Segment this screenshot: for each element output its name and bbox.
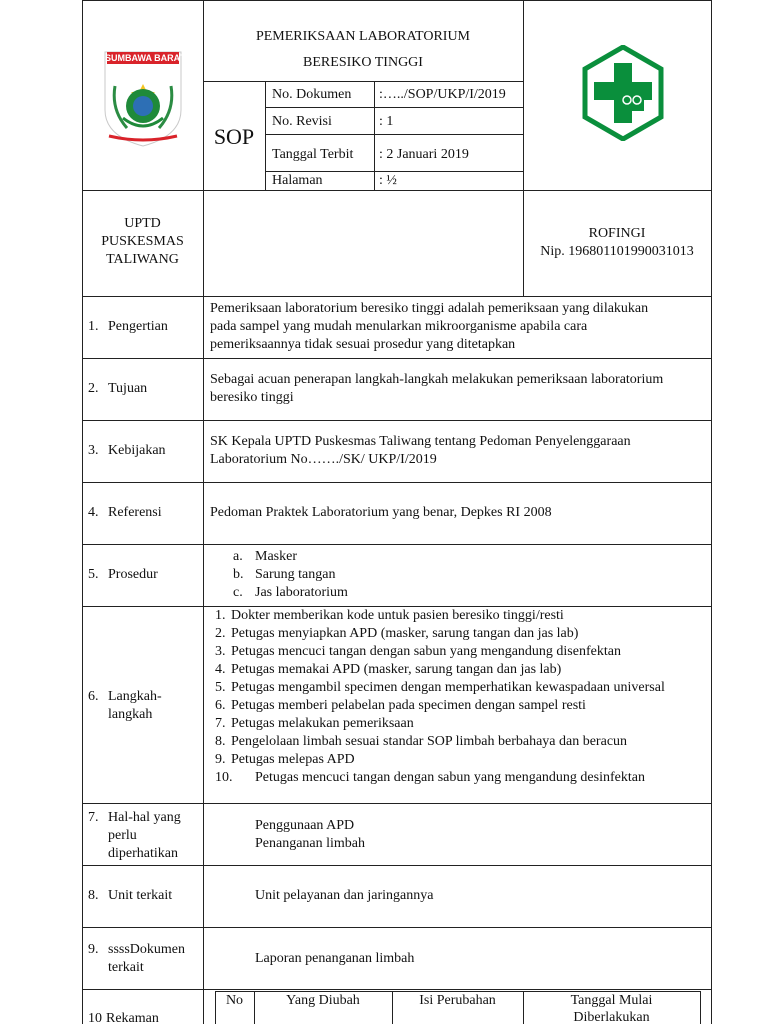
section-label: Kebijakan bbox=[108, 443, 166, 458]
section-label: Pengertian bbox=[108, 319, 168, 334]
step-marker: 10. bbox=[215, 770, 233, 785]
doc-title-line2: BERESIKO TINGGI bbox=[303, 55, 423, 70]
step-text: Petugas menyiapkan APD (masker, sarung tangan dan jas lab) bbox=[231, 626, 579, 641]
section-label: Langkah- bbox=[108, 689, 162, 704]
section-text: Penggunaan APD bbox=[255, 818, 355, 833]
section-label: Rekaman bbox=[106, 1011, 159, 1026]
step-marker: 6. bbox=[215, 698, 226, 713]
section-number: 6. bbox=[88, 689, 99, 704]
signer-name: ROFINGI bbox=[588, 226, 646, 241]
list-item: Sarung tangan bbox=[255, 567, 336, 582]
section-text: SK Kepala UPTD Puskesmas Taliwang tentang Pedoman Penyelenggaraan bbox=[210, 434, 631, 449]
section-label: langkah bbox=[108, 707, 153, 722]
section-label: perlu bbox=[108, 828, 137, 843]
step-marker: 5. bbox=[215, 680, 226, 695]
meta-label: Halaman bbox=[272, 173, 323, 188]
meta-label: Tanggal Terbit bbox=[272, 147, 354, 162]
section-label: Hal-hal yang bbox=[108, 810, 181, 825]
step-marker: 3. bbox=[215, 644, 226, 659]
section-number: 2. bbox=[88, 381, 99, 396]
section-text: pemeriksaannya tidak sesuai prosedur yang ditetapkan bbox=[210, 337, 516, 352]
org-line: PUSKESMAS bbox=[101, 234, 184, 249]
step-marker: 8. bbox=[215, 734, 226, 749]
step-text: Petugas memakai APD (masker, sarung tangan dan jas lab) bbox=[231, 662, 562, 677]
section-label: Tujuan bbox=[108, 381, 148, 396]
meta-label: No. Revisi bbox=[272, 114, 332, 129]
step-text: Petugas mencuci tangan dengan sabun yang mengandung desinfektan bbox=[255, 770, 645, 785]
section-label: Prosedur bbox=[108, 567, 158, 582]
table-header: Diberlakukan bbox=[573, 1010, 650, 1025]
step-text: Dokter memberikan kode untuk pasien beresiko tinggi/resti bbox=[231, 608, 564, 623]
signer-nip: Nip. 196801101990031013 bbox=[540, 244, 694, 259]
list-item: Masker bbox=[255, 549, 297, 564]
list-marker: b. bbox=[233, 567, 244, 582]
section-number: 8. bbox=[88, 888, 99, 903]
step-marker: 9. bbox=[215, 752, 226, 767]
section-text: Unit pelayanan dan jaringannya bbox=[255, 888, 434, 903]
section-number: 3. bbox=[88, 443, 99, 458]
step-text: Petugas mencuci tangan dengan sabun yang mengandung disenfektan bbox=[231, 644, 621, 659]
step-text: Petugas melepas APD bbox=[231, 752, 355, 767]
section-number: 9. bbox=[88, 942, 99, 957]
puskesmas-logo bbox=[582, 45, 664, 141]
section-number: 7. bbox=[88, 810, 99, 825]
sumbawa-barat-logo bbox=[103, 48, 183, 148]
section-number: 5. bbox=[88, 567, 99, 582]
section-label: terkait bbox=[108, 960, 144, 975]
section-label: ssssDokumen bbox=[108, 942, 186, 957]
step-marker: 1. bbox=[215, 608, 226, 623]
section-label: diperhatikan bbox=[108, 846, 178, 861]
step-text: Pengelolaan limbah sesuai standar SOP limbah berbahaya dan beracun bbox=[231, 734, 628, 749]
list-marker: a. bbox=[233, 549, 243, 564]
step-marker: 2. bbox=[215, 626, 226, 641]
table-header: Isi Perubahan bbox=[419, 993, 496, 1008]
doc-title-line1: PEMERIKSAAN LABORATORIUM bbox=[255, 29, 471, 44]
section-text: Penanganan limbah bbox=[255, 836, 366, 851]
section-number: 4. bbox=[88, 505, 99, 520]
meta-value: : 2 Januari 2019 bbox=[379, 147, 469, 162]
table-header: No bbox=[225, 993, 244, 1008]
step-marker: 7. bbox=[215, 716, 226, 731]
meta-label: No. Dokumen bbox=[272, 87, 352, 102]
section-number: 1. bbox=[88, 319, 99, 334]
org-line: TALIWANG bbox=[106, 252, 179, 267]
step-text: Petugas mengambil specimen dengan memperhatikan kewaspadaan universal bbox=[231, 680, 665, 695]
meta-value: : ½ bbox=[379, 173, 397, 188]
section-label: Unit terkait bbox=[108, 888, 173, 903]
step-marker: 4. bbox=[215, 662, 226, 677]
section-text: Pemeriksaan laboratorium beresiko tinggi adalah pemeriksaan yang dilakukan bbox=[210, 301, 649, 316]
table-header: Tanggal Mulai bbox=[570, 993, 653, 1008]
step-text: Petugas memberi pelabelan pada specimen dengan sampel resti bbox=[231, 698, 586, 713]
section-text: Laporan penanganan limbah bbox=[255, 951, 415, 966]
section-text: pada sampel yang mudah menularkan mikroorganisme apabila cara bbox=[210, 319, 588, 334]
section-label: Referensi bbox=[108, 505, 162, 520]
meta-value: :…../SOP/UKP/I/2019 bbox=[379, 87, 506, 102]
section-number: 10 bbox=[88, 1011, 102, 1026]
step-text: Petugas melakukan pemeriksaan bbox=[231, 716, 414, 731]
org-line: UPTD bbox=[124, 216, 161, 231]
list-item: Jas laboratorium bbox=[255, 585, 348, 600]
sop-label: SOP bbox=[213, 124, 255, 149]
meta-value: : 1 bbox=[379, 114, 394, 129]
section-text: Laboratorium No……./SK/ UKP/I/2019 bbox=[210, 452, 437, 467]
list-marker: c. bbox=[233, 585, 243, 600]
logo-region-text: SUMBAWA BARAT bbox=[105, 53, 185, 63]
section-text: Pedoman Praktek Laboratorium yang benar, Depkes RI 2008 bbox=[210, 505, 552, 520]
table-header: Yang Diubah bbox=[286, 993, 360, 1008]
section-text: beresiko tinggi bbox=[210, 390, 294, 405]
section-text: Sebagai acuan penerapan langkah-langkah melakukan pemeriksaan laboratorium bbox=[210, 372, 664, 387]
